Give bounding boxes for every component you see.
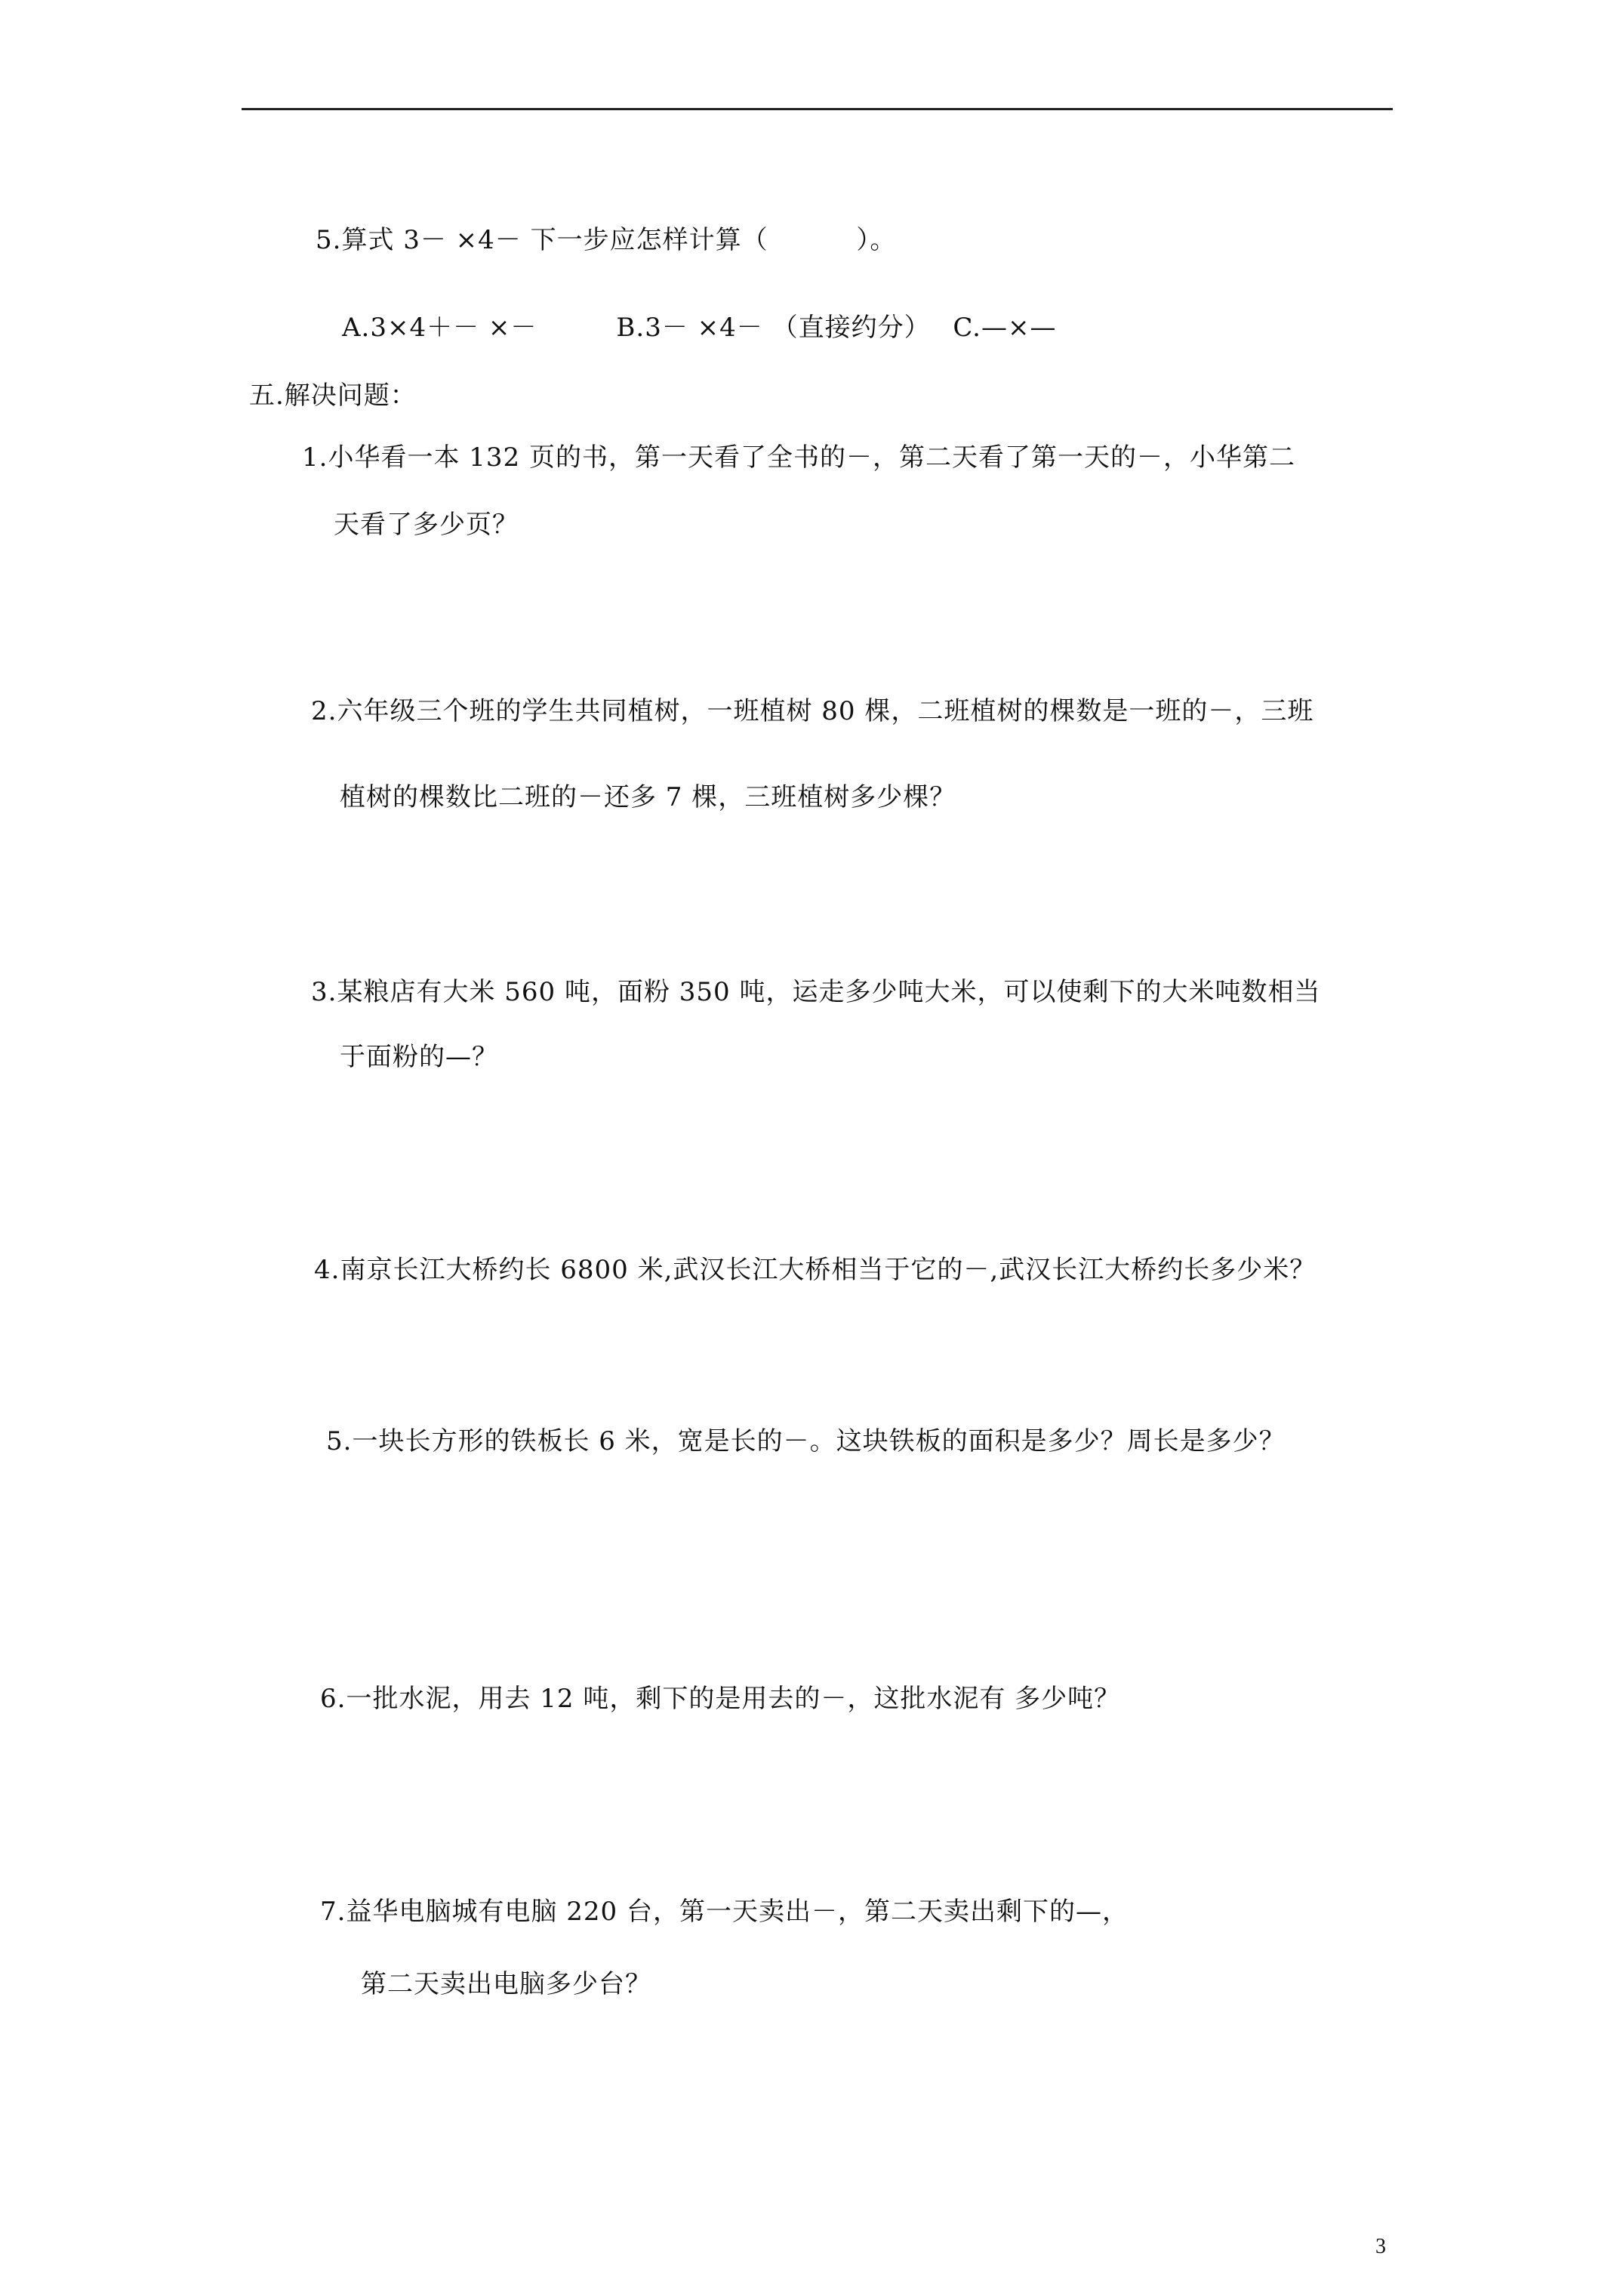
problem-2-line-2: 植树的棵数比二班的－还多 7 棵，三班植树多少棵？: [340, 782, 956, 812]
section-heading: 五.解决问题：: [249, 381, 417, 411]
problem-1-line-2: 天看了多少页？: [334, 510, 519, 540]
page-number: 3: [1375, 2235, 1386, 2258]
header-rule: [242, 108, 1393, 110]
problem-7-line-1: 7.益华电脑城有电脑 220 台，第一天卖出－，第二天卖出剩下的—，: [320, 1897, 1129, 1927]
problem-6: 6.一批水泥，用去 12 吨，剩下的是用去的－，这批水泥有 多少吨？: [320, 1684, 1121, 1714]
problem-1-line-1: 1.小华看一本 132 页的书，第一天看了全书的－，第二天看了第一天的－，小华第二: [302, 442, 1295, 473]
problem-7-line-2: 第二天卖出电脑多少台？: [361, 1969, 651, 1999]
question-5-options: A.3×4＋－ ×－ B.3－ ×4－ （直接约分） C.—×—: [342, 313, 1057, 343]
problem-4: 4.南京长江大桥约长 6800 米,武汉长江大桥相当于它的－,武汉长江大桥约长多少米？: [314, 1255, 1317, 1285]
problem-2-line-1: 2.六年级三个班的学生共同植树，一班植树 80 棵，二班植树的棵数是一班的－，三班: [311, 696, 1314, 726]
problem-3-line-2: 于面粉的—？: [340, 1042, 498, 1072]
problem-3-line-1: 3.某粮店有大米 560 吨，面粉 350 吨，运走多少吨大米，可以使剩下的大米吨数相当: [311, 977, 1321, 1007]
problem-5: 5.一块长方形的铁板长 6 米，宽是长的－。这块铁板的面积是多少？周长是多少？: [326, 1426, 1286, 1456]
question-5-stem: 5.算式 3－ ×4－ 下一步应怎样计算（ ）。: [316, 225, 897, 255]
